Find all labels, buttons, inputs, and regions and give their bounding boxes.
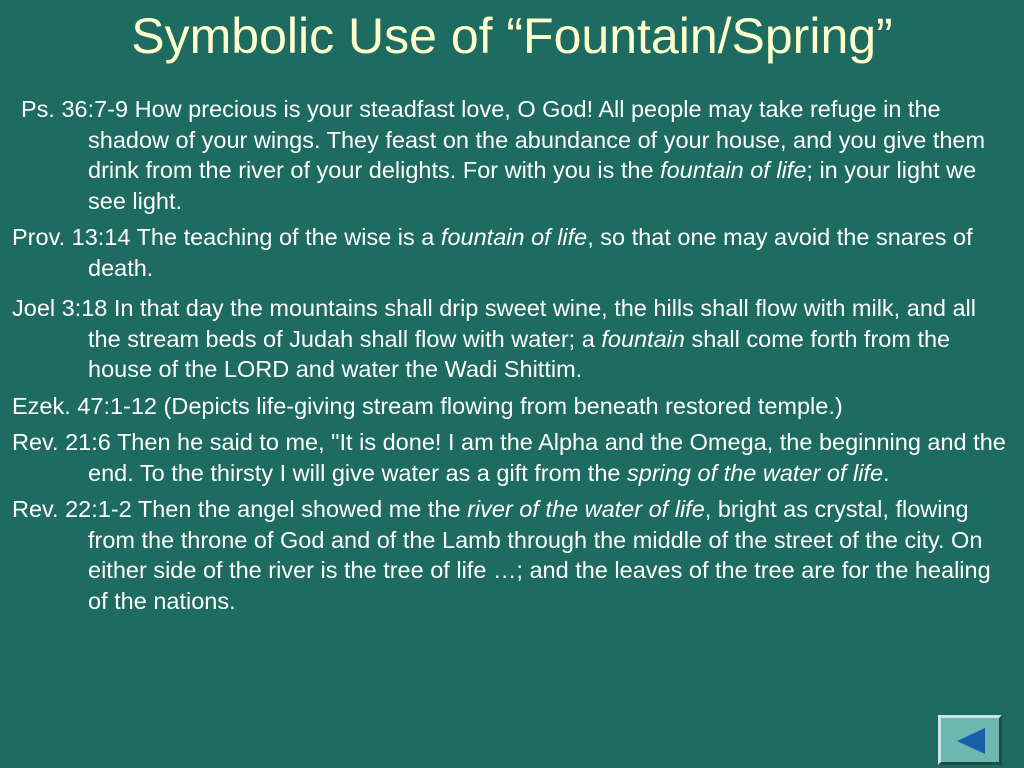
passage-text: Prov. 13:14 The teaching of the wise is a [12,224,441,250]
passage-text-end: , bright as crystal, flowing from the throne of God and of the Lamb through the middle of the street of the city. On either side of the river is the tree of life …; and the leaves of the tree are for the healing of the nations. [88,496,991,614]
back-button[interactable] [938,715,1002,765]
passage-text: Joel 3:18 In that day the mountains shall drip sweet wine, the hills shall flow with milk, and all the stream beds of Judah shall flow with water; a [12,295,976,352]
passage-list [12,94,1014,622]
triangle-left-icon [955,727,987,755]
passage-text: Ezek. 47:1-12 (Depicts life-giving stream flowing from beneath restored temple.) [12,392,843,419]
passage-proverbs [12,222,1014,283]
passage-text: Ps. 36:7-9 How precious is your steadfast love, O God! All people may take refuge in the shadow of your wings. They feast on the abundance of your house, and you give them drink from the river of your delights. For with you is the [21,96,986,183]
passage-text-end: ; in your light we see light. [88,157,977,214]
passage-emphasis: fountain [601,325,685,352]
passage-revelation-21 [12,427,1014,488]
slide-title: Symbolic Use of “Fountain/Spring” [131,8,893,64]
passage-emphasis: fountain of life [660,157,807,183]
passage-joel [12,293,1014,385]
passage-text-end: , so that one may avoid the snares of death. [88,224,973,281]
passage-revelation-22 [12,494,1014,616]
passage-emphasis: river of the water of life [467,496,705,522]
passage-text: Rev. 21:6 Then he said to me, "It is done! I am the Alpha and the Omega, the beginning and the end. To the thirsty I will give water as a gift from the [12,429,1006,486]
passage-emphasis: spring of the water of life [627,459,884,486]
passage-psalm [12,94,1014,216]
passage-ezekiel [12,391,1014,422]
passage-text: Rev. 22:1-2 Then the angel showed me the [12,496,468,522]
passage-text-end: shall come forth from the house of the LORD and water the Wadi Shittim. [88,325,951,382]
passage-text-end: . [883,459,890,486]
passage-emphasis: fountain of life [440,224,588,250]
